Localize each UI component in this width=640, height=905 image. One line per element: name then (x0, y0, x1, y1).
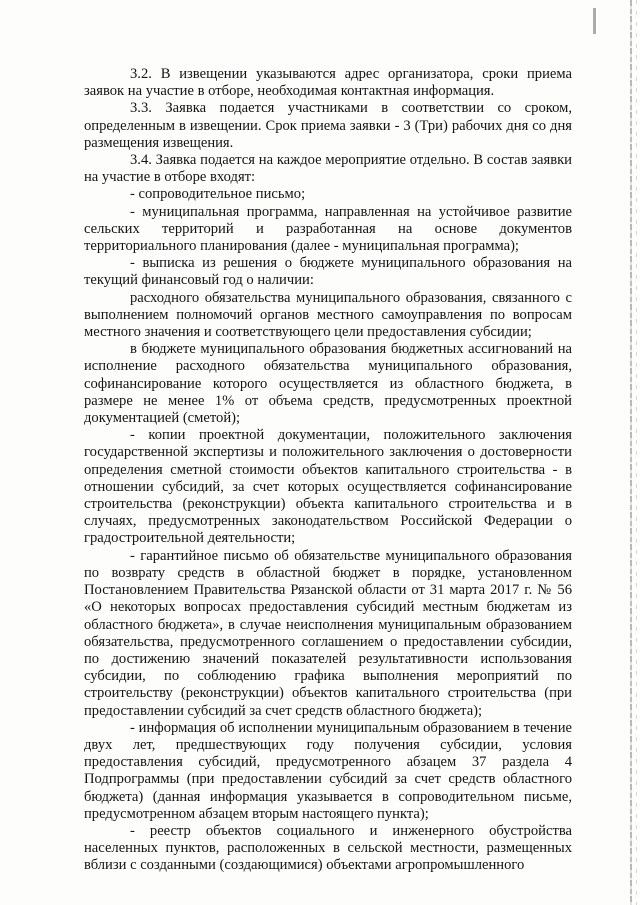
sub-item-expenditure-obligation: расходного обязательства муниципального образования, связанного с выполнением полномочий органов местного самоуправления по вопросам местного значения и соответствующего цели предоставления субсидии; (84, 289, 572, 341)
paragraph-3-2: 3.2. В извещении указываются адрес организатора, сроки приема заявок на участие в отборе, необходимая контактная информация. (84, 66, 572, 100)
list-item-municipal-program: - муниципальная программа, направленная на устойчивое развитие сельских территорий и разработанная на основе документов территориального планирования (далее - муниципальная программа); (84, 203, 572, 255)
list-item-cover-letter: - сопроводительное письмо; (130, 186, 306, 203)
scan-edge-line-outer (636, 0, 637, 905)
scan-edge-line (630, 0, 632, 905)
document-body (84, 66, 572, 875)
list-item-guarantee-letter: - гарантийное письмо об обязательстве муниципального образования по возврату средств в областной бюджет в порядке, установленном Постановлением Правительства Рязанской области от 31 марта 2017 г. № 56 «О некоторых вопросах предоставления субсидий местным бюджетам из областного бюджета», в случае неисполнения муниципальным образованием обязательства, предусмотренного соглашением о предоставлении субсидии, по достижению значений показателей результативности использования субсидии, по соблюдению графика выполнения мероприятий по строительству (реконструкции) объектов капитального строительства (при предоставлении субсидий за счет средств областного бюджета); (84, 547, 572, 719)
paragraph-3-3: 3.3. Заявка подается участниками в соответствии со сроком, определенным в извещении. Срок приема заявки - 3 (Три) рабочих дня со дня размещения извещения. (84, 100, 572, 151)
sub-item-budget-allocations: в бюджете муниципального образования бюджетных ассигнований на исполнение расходного обязательства муниципального образования, софинансирование которого осуществляется из областного бюджета, в размере не менее 1% от объема средств, предусмотренных проектной документацией (сметой); (84, 341, 572, 427)
list-item-register-of-objects: - реестр объектов социального и инженерного обустройства населенных пунктов, расположенных в сельской местности, размещенных вблизи с созданными (создающимися) объектами агропромышленного (84, 822, 572, 874)
paragraph-3-4: 3.4. Заявка подается на каждое мероприятие отдельно. В состав заявки на участие в отборе входят: (84, 152, 572, 186)
scan-artifact-mark (593, 8, 596, 34)
list-item-project-documentation: - копии проектной документации, положительного заключения государственной экспертизы и положительного заключения о достоверности определения сметной стоимости объектов капитального строительства - в отношении субсидий, за счет которых осуществляется софинансирование строительства (реконструкции) объекта капитального строительства и в случаях, предусмотренных законодательством Российской Федерации о градостроительной деятельности; (84, 427, 572, 547)
list-item-budget-extract: - выписка из решения о бюджете муниципального образования на текущий финансовый год о наличии: (84, 255, 572, 289)
list-item-execution-information: - информация об исполнении муниципальным образованием в течение двух лет, предшествующих году получения субсидии, условия предоставления субсидий, предусмотренного абзацем 37 раздела 4 Подпрограммы (при предоставлении субсидий за счет средств областного бюджета) (данная информация указывается в сопроводительном письме, предусмотренном абзацем вторым настоящего пункта); (84, 719, 572, 822)
